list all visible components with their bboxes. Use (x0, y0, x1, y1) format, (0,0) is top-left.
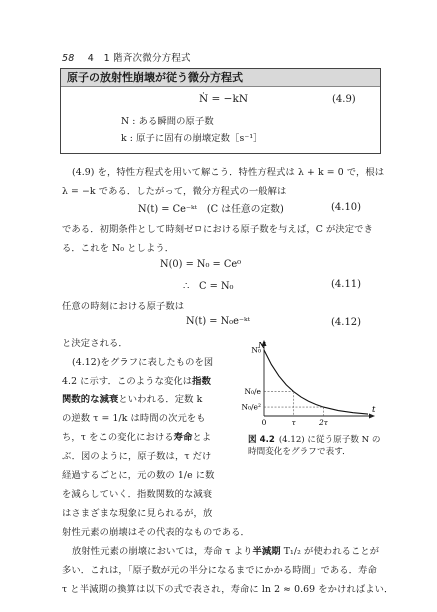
paragraph-line: と決定される． (62, 338, 128, 349)
wrap-line: はさまざまな現象に見られるが，放 (62, 508, 213, 519)
wrap-line: ぶ．図のように，原子数は，τ だけ (62, 451, 212, 462)
paragraph-line: (4.9) を，特性方程式を用いて解こう．特性方程式は λ + k = 0 で，根は (72, 167, 385, 178)
caption-label: 図 4.2 (248, 435, 275, 445)
box-definition-n: N : ある瞬間の原子数 (121, 116, 214, 127)
running-header (62, 50, 191, 64)
equation-number: (4.12) (331, 317, 362, 328)
figure-caption (248, 434, 388, 458)
series-line (264, 350, 368, 414)
paragraph-line: 多い．これは，「原子数が元の半分になるまでにかかる時間」である．寿命 (62, 565, 377, 576)
wrap-line: を減らしていく．指数関数的な減衰 (62, 489, 213, 500)
y-tick-label: N₀/e² (241, 402, 261, 412)
paragraph-line: 放射性元素の崩壊においては，寿命 τ より半減期 T₁/₂ が使われることが (72, 546, 380, 557)
box-definition-k: k : 原子に固有の崩壊定数［s⁻¹］ (121, 133, 263, 144)
equation-4-11b: ∴ C = N₀ (183, 281, 234, 292)
paragraph-line: 射性元素の崩壊はその代表的なものである． (62, 527, 250, 538)
caption-text: (4.12) に従う原子数 N の時間変化をグラフで表す． (248, 435, 381, 457)
formula-box (60, 68, 381, 154)
paragraph-line: 任意の時刻における原子数は (62, 301, 185, 312)
y-axis-label: N (258, 341, 266, 351)
box-title: 原子の放射性崩壊が従う微分方程式 (61, 69, 380, 87)
page-number: 58 (62, 53, 75, 64)
paragraph-line: λ = −k である．したがって，微分方程式の一般解は (62, 186, 287, 197)
equation-4-10: N(t) = Ce⁻ᵏᵗ (C は任意の定数) (138, 204, 284, 215)
wrap-line: (4.12)をグラフに表したものを図 (72, 357, 214, 368)
equation-number: (4.11) (331, 279, 362, 290)
decay-chart (232, 340, 382, 430)
y-tick-label: N₀ (251, 345, 261, 355)
paragraph-line: る．これを N₀ としよう． (62, 243, 175, 254)
wrap-line: の逆数 τ = 1/k は時間の次元をも (62, 413, 206, 424)
x-tick-label: τ (291, 418, 296, 427)
paragraph-line: τ と半減期の換算は以下の式で表され，寿命に ln 2 ≈ 0.69 をかければよい． (62, 584, 394, 595)
x-tick-label: 2τ (318, 418, 328, 427)
x-tick-label: 0 (261, 418, 267, 427)
box-equation: Ṅ = −kN (199, 93, 249, 105)
equation-number: (4.10) (331, 202, 362, 213)
wrap-line: ち，τ をこの変化における寿命とよ (62, 432, 212, 443)
equation-4-12: N(t) = N₀e⁻ᵏᵗ (186, 316, 251, 327)
wrap-line: 関数的な減衰といわれる．定数 k (62, 394, 203, 405)
paragraph-line: である．初期条件として時刻ゼロにおける原子数を与えば，C が決定でき (62, 224, 373, 235)
x-axis-label: t (372, 405, 376, 415)
wrap-line: 経過するごとに，元の数の 1/e に数 (62, 470, 215, 481)
box-equation-number: (4.9) (332, 94, 356, 105)
y-tick-label: N₀/e (244, 387, 261, 397)
wrap-line: 4.2 に示す．このような変化は指数 (62, 376, 211, 387)
chapter-title: 4 1 階斉次微分方程式 (87, 53, 191, 64)
equation-4-11a: N(0) = N₀ = Ce⁰ (160, 259, 242, 270)
